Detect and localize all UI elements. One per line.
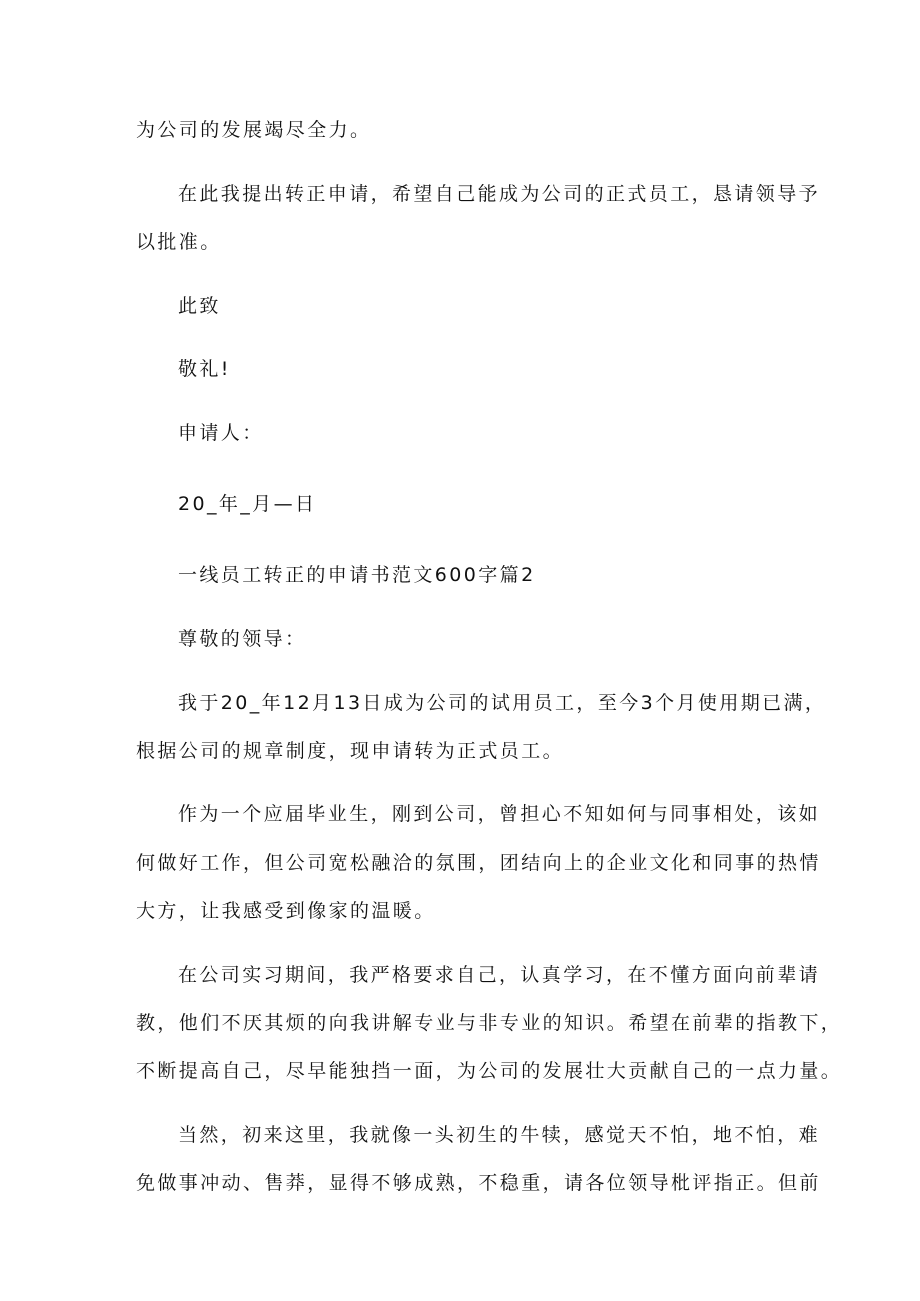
text-line: 根据公司的规章制度，现申请转为正式员工。	[136, 740, 565, 762]
text-line: 何做好工作，但公司宽松融洽的氛围，团结向上的企业文化和同事的热情	[136, 852, 821, 874]
text-line: 当然，初来这里，我就像一头初生的牛犊，感觉天不怕，地不怕，难	[178, 1124, 821, 1146]
greeting: 尊敬的领导：	[178, 628, 307, 650]
text-line: 作为一个应届毕业生，刚到公司，曾担心不知如何与同事相处，该如	[178, 803, 821, 825]
text-line: 大方，让我感受到像家的温暖。	[136, 900, 436, 922]
text-line: 在公司实习期间，我严格要求自己，认真学习，在不懂方面向前辈请	[178, 964, 821, 986]
text-line: 我于20_年12月13日成为公司的试用员工，至今3个月使用期已满，	[178, 692, 827, 714]
applicant-label: 申请人：	[178, 422, 264, 444]
closing-salutation: 此致	[178, 295, 221, 317]
text-line: 免做事冲动、售莽，显得不够成熟，不稳重，请各位领导枇评指正。但前	[136, 1172, 821, 1194]
text-line: 为公司的发展竭尽全力。	[136, 119, 372, 141]
text-line: 教，他们不厌其烦的向我讲解专业与非专业的知识。希望在前辈的指教下，	[136, 1012, 843, 1034]
text-line: 在此我提出转正申请，希望自己能成为公司的正式员工，恳请领导予	[178, 183, 821, 205]
date-line: 20_年_月—日	[178, 493, 317, 515]
text-line: 以批准。	[136, 231, 222, 253]
section-title: 一线员工转正的申请书范文600字篇2	[178, 564, 536, 586]
closing-regards: 敬礼!	[178, 358, 231, 380]
text-line: 不断提高自己，尽早能独挡一面，为公司的发展壮大贡献自己的一点力量。	[136, 1060, 843, 1082]
